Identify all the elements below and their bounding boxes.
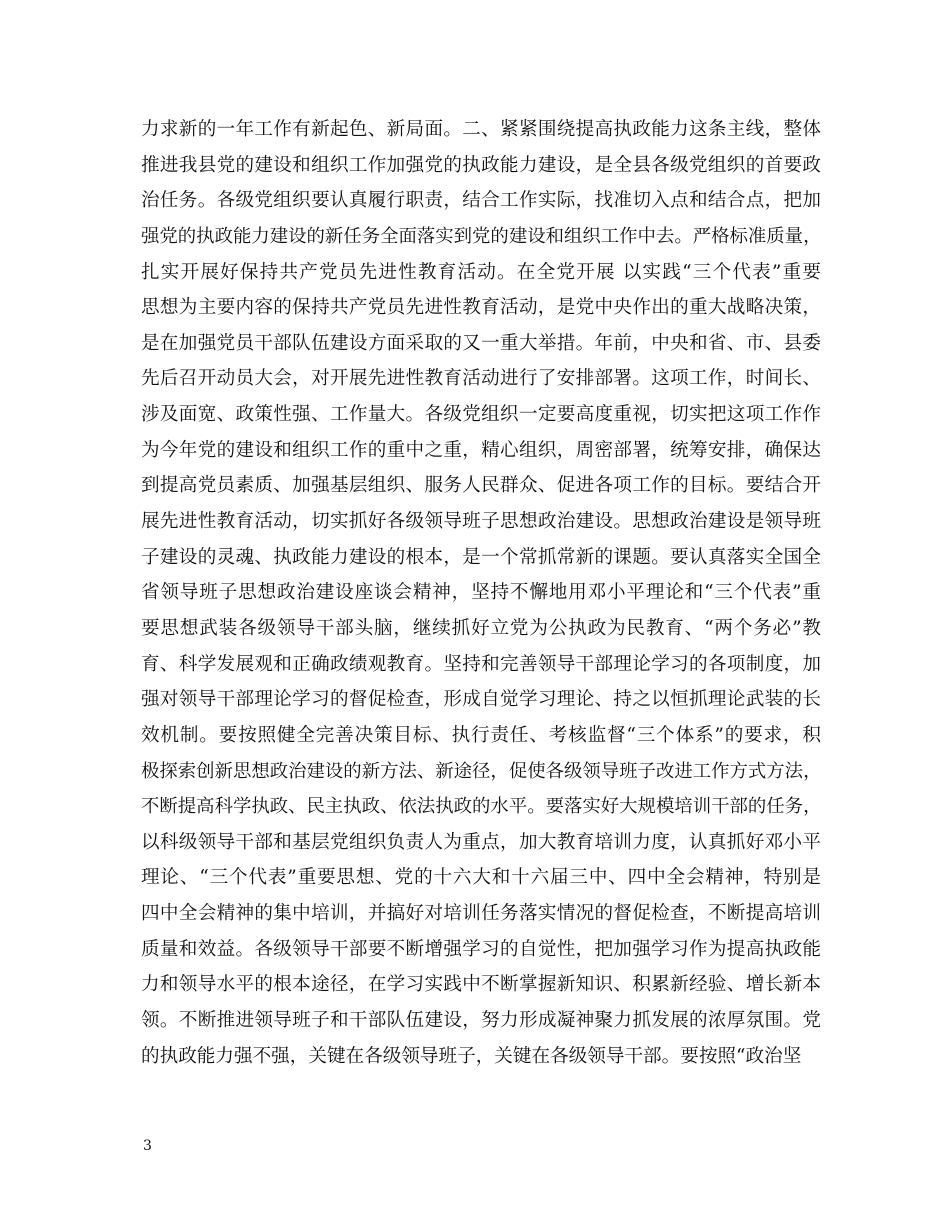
- text-line: 力和领导水平的根本途径，在学习实践中不断掌握新知识、积累新经验、增长新本: [141, 974, 821, 996]
- text-line: 四中全会精神的集中培训，并搞好对培训任务落实情况的督促检查，不断提高培训: [141, 903, 821, 925]
- text-line: 育、科学发展观和正确政绩观教育。坚持和完善领导干部理论学习的各项制度，加: [141, 653, 821, 675]
- text-line: 质量和效益。各级领导干部要不断增强学习的自觉性，把加强学习作为提高执政能: [141, 938, 821, 960]
- text-line: 要思想武装各级领导干部头脑，继续抓好立党为公执政为民教育、“两个务必”教: [141, 617, 821, 639]
- text-line: 的执政能力强不强，关键在各级领导班子，关键在各级领导干部。要按照“政治坚: [141, 1045, 802, 1067]
- text-line: 以科级领导干部和基层党组织负责人为重点，加大教育培训力度，认真抓好邓小平: [141, 831, 821, 853]
- text-line: 领。不断推进领导班子和干部队伍建设，努力形成凝神聚力抓发展的浓厚氛围。党: [141, 1010, 821, 1032]
- text-line: 推进我县党的建设和组织工作加强党的执政能力建设，是全县各级党组织的首要政: [141, 154, 821, 176]
- text-line: 是在加强党员干部队伍建设方面采取的又一重大举措。年前，中央和省、市、县委: [141, 332, 821, 354]
- text-line: 展先进性教育活动，切实抓好各级领导班子思想政治建设。思想政治建设是领导班: [141, 511, 821, 533]
- text-line: 强对领导干部理论学习的督促检查，形成自觉学习理论、持之以恒抓理论武装的长: [141, 689, 821, 711]
- text-line: 强党的执政能力建设的新任务全面落实到党的建设和组织工作中去。严格标准质量，: [141, 225, 822, 247]
- text-line: 力求新的一年工作有新起色、新局面。二、紧紧围绕提高执政能力这条主线，整体: [141, 119, 821, 140]
- text-line: 理论、“三个代表”重要思想、党的十六大和十六届三中、四中全会精神，特别是: [141, 867, 821, 889]
- text-line: 不断提高科学执政、民主执政、依法执政的水平。要落实好大规模培训干部的任务，: [141, 796, 822, 818]
- text-line: 子建设的灵魂、执政能力建设的根本，是一个常抓常新的课题。要认真落实全国全: [141, 546, 821, 568]
- text-line: 扎实开展好保持共产党员先进性教育活动。在全党开展 以实践“三个代表”重要: [141, 261, 821, 283]
- text-line: 到提高党员素质、加强基层组织、服务人民群众、促进各项工作的目标。要结合开: [141, 475, 821, 497]
- text-line: 为今年党的建设和组织工作的重中之重，精心组织，周密部署，统筹安排，确保达: [141, 439, 821, 461]
- text-line: 思想为主要内容的保持共产党员先进性教育活动，是党中央作出的重大战略决策，: [141, 297, 821, 319]
- text-line: 效机制。要按照健全完善决策目标、执行责任、考核监督“三个体系”的要求，积: [141, 724, 821, 746]
- text-line: 先后召开动员大会，对开展先进性教育活动进行了安排部署。这项工作，时间长、: [141, 368, 821, 390]
- page-number: 3: [143, 1138, 152, 1154]
- body-text: [141, 112, 821, 1074]
- text-line: 治任务。各级党组织要认真履行职责，结合工作实际，找准切入点和结合点，把加: [141, 190, 821, 212]
- text-line: 省领导班子思想政治建设座谈会精神，坚持不懈地用邓小平理论和“三个代表”重: [141, 582, 821, 604]
- text-line: 涉及面宽、政策性强、工作量大。各级党组织一定要高度重视，切实把这项工作作: [141, 404, 821, 426]
- text-line: 极探索创新思想政治建设的新方法、新途径，促使各级领导班子改进工作方式方法，: [141, 760, 822, 782]
